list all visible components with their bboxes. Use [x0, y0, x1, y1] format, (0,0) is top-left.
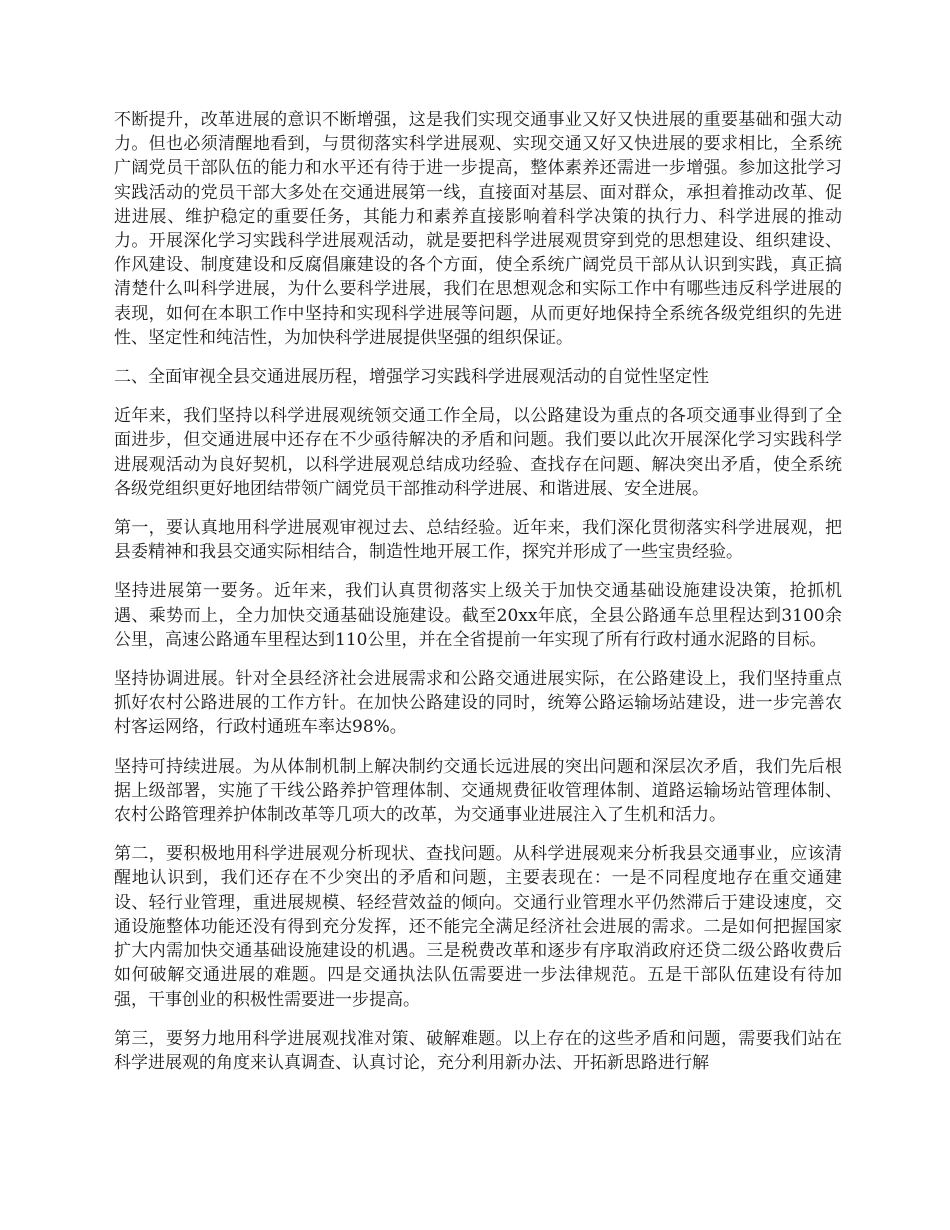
paragraph-sustainable-development: 坚持可持续进展。为从体制机制上解决制约交通长远进展的突出问题和深层次矛盾，我们先后根据上级部署，实施了干线公路养护管理体制、交通规费征收管理体制、道路运输场站管理体制、农村公路管理养护体制改革等几项大的改革，为交通事业进展注入了生机和活力。 [114, 756, 842, 826]
paragraph-reform-awareness: 不断提升，改革进展的意识不断增强，这是我们实现交通事业又好又快进展的重要基础和强大动力。但也必须清醒地看到，与贯彻落实科学进展观、实现交通又好又快进展的要求相比，全系统广阔党员干部队伍的能力和水平还有待于进一步提高，整体素养还需进一步增强。参加这批学习实践活动的党员干部大多处在交通进展第一线，直接面对基层、面对群众，承担着推动改革、促进进展、维护稳定的重要任务，其能力和素养直接影响着科学决策的执行力、科学进展的推动力。开展深化学习实践科学进展观活动，就是要把科学进展观贯穿到党的思想建设、组织建设、作风建设、制度建设和反腐倡廉建设的各个方面，使全系统广阔党员干部从认识到实践，真正搞清楚什么叫科学进展，为什么要科学进展，我们在思想观念和实际工作中有哪些违反科学进展的表现，如何在本职工作中坚持和实现科学进展等问题，从而更好地保持全系统各级党组织的先进性、坚定性和纯洁性，为加快科学进展提供坚强的组织保证。 [114, 110, 842, 348]
paragraph-development-priority: 坚持进展第一要务。近年来，我们认真贯彻落实上级关于加快交通基础设施建设决策，抢抓机遇、乘势而上，全力加快交通基础设施建设。截至20xx年底，全县公路通车总里程达到3100余公里，高速公路通车里程达到110公里，并在全省提前一年实现了所有行政村通水泥路的目标。 [114, 581, 842, 650]
section-heading-2: 二、全面审视全县交通进展历程，增强学习实践科学进展观活动的自觉性坚定性 [114, 367, 709, 388]
paragraph-recent-years: 近年来，我们坚持以科学进展观统领交通工作全局，以公路建设为重点的各项交通事业得到了全面进步，但交通进展中还存在不少亟待解决的矛盾和问题。我们要以此次开展深化学习实践科学进展观活动为良好契机，以科学进展观总结成功经验、查找存在问题、解决突出矛盾，使全系统各级党组织更好地团结带领广阔党员干部推动科学进展、和谐进展、安全进展。 [114, 406, 842, 499]
paragraph-coordinated-development: 坚持协调进展。针对全县经济社会进展需求和公路交通进展实际，在公路建设上，我们坚持重点抓好农村公路进展的工作方针。在加快公路建设的同时，统筹公路运输场站建设，进一步完善农村客运网络，行政村通班车率达98%。 [114, 669, 842, 738]
paragraph-second-analysis: 第二，要积极地用科学进展观分析现状、查找问题。从科学进展观来分析我县交通事业，应该清醒地认识到，我们还存在不少突出的矛盾和问题，主要表现在：一是不同程度地存在重交通建设、轻行业管理，重进展规模、轻经营效益的倾向。交通行业管理水平仍然滞后于建设速度，交通设施整体功能还没有得到充分发挥，还不能完全满足经济社会进展的需求。二是如何把握国家扩大内需加快交通基础设施建设的机遇。三是税费改革和逐步有序取消政府还贷二级公路收费后如何破解交通进展的难题。四是交通执法队伍需要进一步法律规范。五是干部队伍建设有待加强，干事创业的积极性需要进一步提高。 [114, 844, 842, 1010]
paragraph-first-review: 第一，要认真地用科学进展观审视过去、总结经验。近年来，我们深化贯彻落实科学进展观，把县委精神和我县交通实际相结合，制造性地开展工作，探究并形成了一些宝贵经验。 [114, 518, 842, 563]
paragraph-third-countermeasures: 第三，要努力地用科学进展观找准对策、破解难题。以上存在的这些矛盾和问题，需要我们站在科学进展观的角度来认真调查、认真讨论，充分利用新办法、开拓新思路进行解 [114, 1028, 842, 1073]
document-page [114, 108, 842, 1090]
